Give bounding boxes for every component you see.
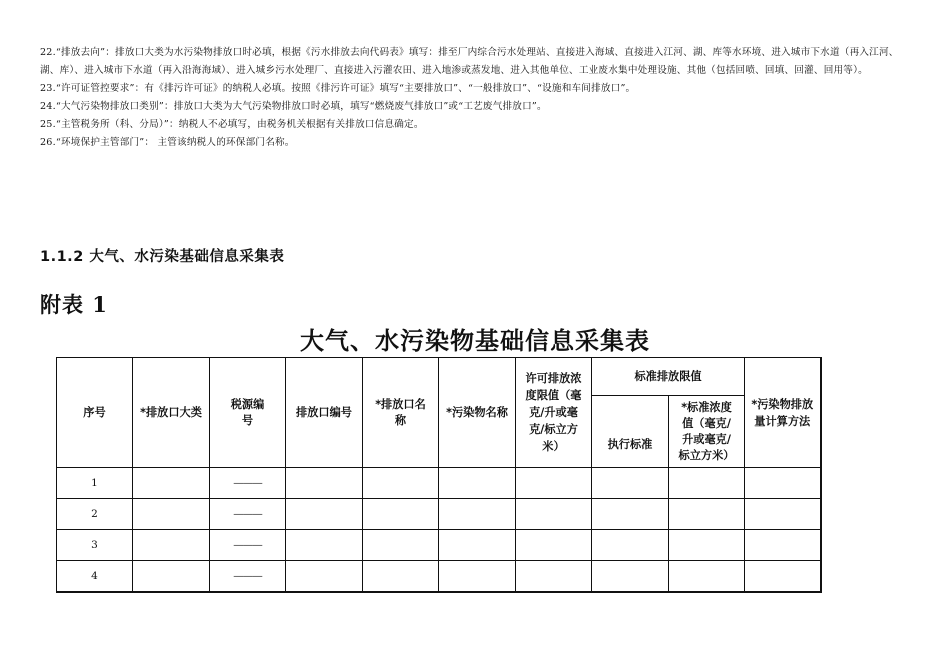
cell-pollutant-name[interactable] xyxy=(439,561,516,593)
cell-outlet-no[interactable] xyxy=(286,530,363,561)
cell-calc-method[interactable] xyxy=(745,561,821,593)
cell-tax-source-no: ——— xyxy=(210,499,286,530)
cell-tax-source-no: ——— xyxy=(210,530,286,561)
cell-outlet-name[interactable] xyxy=(363,561,439,593)
header-outlet-no: 排放口编号 xyxy=(286,358,363,468)
cell-standard-conc[interactable] xyxy=(669,468,745,499)
header-pollutant-name: *污染物名称 xyxy=(439,358,516,468)
cell-exec-standard[interactable] xyxy=(592,530,669,561)
cell-standard-conc[interactable] xyxy=(669,530,745,561)
cell-standard-conc[interactable] xyxy=(669,561,745,593)
cell-calc-method[interactable] xyxy=(745,468,821,499)
cell-seq: 2 xyxy=(57,499,133,530)
cell-permit-limit[interactable] xyxy=(516,499,592,530)
cell-calc-method[interactable] xyxy=(745,499,821,530)
cell-outlet-name[interactable] xyxy=(363,530,439,561)
cell-calc-method[interactable] xyxy=(745,530,821,561)
cell-pollutant-name[interactable] xyxy=(439,468,516,499)
table-row xyxy=(57,499,821,530)
header-standard-conc: *标准浓度值（毫克/升或毫克/标立方米） xyxy=(669,396,745,468)
cell-outlet-no[interactable] xyxy=(286,499,363,530)
cell-seq: 1 xyxy=(57,468,133,499)
header-standard-group: 标准排放限值 xyxy=(592,358,745,396)
cell-exec-standard[interactable] xyxy=(592,561,669,593)
cell-pollutant-name[interactable] xyxy=(439,499,516,530)
cell-outlet-category[interactable] xyxy=(133,530,210,561)
cell-outlet-name[interactable] xyxy=(363,468,439,499)
header-outlet-category: *排放口大类 xyxy=(133,358,210,468)
section-heading: 1.1.2 大气、水污染基础信息采集表 xyxy=(40,249,285,265)
notes-section xyxy=(40,44,912,152)
cell-exec-standard[interactable] xyxy=(592,499,669,530)
cell-permit-limit[interactable] xyxy=(516,561,592,593)
cell-outlet-name[interactable] xyxy=(363,499,439,530)
header-permit-limit: 许可排放浓度限值（毫克/升或毫克/标立方米） xyxy=(516,358,592,468)
cell-standard-conc[interactable] xyxy=(669,499,745,530)
info-collection-table xyxy=(56,357,822,593)
note-25: 25.“主管税务所（科、分局）”：纳税人不必填写，由税务机关根据有关排放口信息确定。 xyxy=(40,119,424,130)
table-header xyxy=(57,358,821,468)
header-exec-standard: 执行标准 xyxy=(592,396,669,468)
note-22: 22.“排放去向”：排放口大类为水污染物排放口时必填，根据《污水排放去向代码表》填写：排至厂内综合污水处理站、直接进入海域、直接进入江河、湖、库等水环境、进入城市下水道（再入江河、湖、库）、进入城市下水道（再入沿海海域）、进入城乡污水处理厂、直接进入污灌农田、进入地渗或蒸发地、进入其他单位、工业废水集中处理设施、其他（包括回喷、回填、回灌、回用等）。 xyxy=(40,47,899,76)
header-tax-source-no: 税源编号 xyxy=(210,358,286,468)
cell-exec-standard[interactable] xyxy=(592,468,669,499)
cell-outlet-no[interactable] xyxy=(286,468,363,499)
cell-seq: 4 xyxy=(57,561,133,593)
cell-permit-limit[interactable] xyxy=(516,530,592,561)
cell-permit-limit[interactable] xyxy=(516,468,592,499)
cell-tax-source-no: ——— xyxy=(210,468,286,499)
table-body xyxy=(57,468,821,593)
cell-outlet-category[interactable] xyxy=(133,468,210,499)
cell-pollutant-name[interactable] xyxy=(439,530,516,561)
cell-outlet-category[interactable] xyxy=(133,499,210,530)
appendix-label: 附表 1 xyxy=(40,292,108,317)
note-23: 23.“许可证管控要求”：有《排污许可证》的纳税人必填。按照《排污许可证》填写“主要排放口”、“一般排放口”、“设施和车间排放口”。 xyxy=(40,83,636,94)
note-26: 26.“环境保护主管部门”： 主管该纳税人的环保部门名称。 xyxy=(40,137,295,148)
table-row xyxy=(57,530,821,561)
form-title: 大气、水污染物基础信息采集表 xyxy=(300,326,650,355)
table-row xyxy=(57,468,821,499)
table-row xyxy=(57,561,821,593)
note-24: 24.“大气污染物排放口类别”：排放口大类为大气污染物排放口时必填，填写“燃烧废气排放口”或“工艺废气排放口”。 xyxy=(40,101,547,112)
cell-outlet-no[interactable] xyxy=(286,561,363,593)
cell-seq: 3 xyxy=(57,530,133,561)
header-outlet-name: *排放口名称 xyxy=(363,358,439,468)
header-calc-method: *污染物排放量计算方法 xyxy=(745,358,821,468)
cell-outlet-category[interactable] xyxy=(133,561,210,593)
cell-tax-source-no: ——— xyxy=(210,561,286,593)
header-seq: 序号 xyxy=(57,358,133,468)
